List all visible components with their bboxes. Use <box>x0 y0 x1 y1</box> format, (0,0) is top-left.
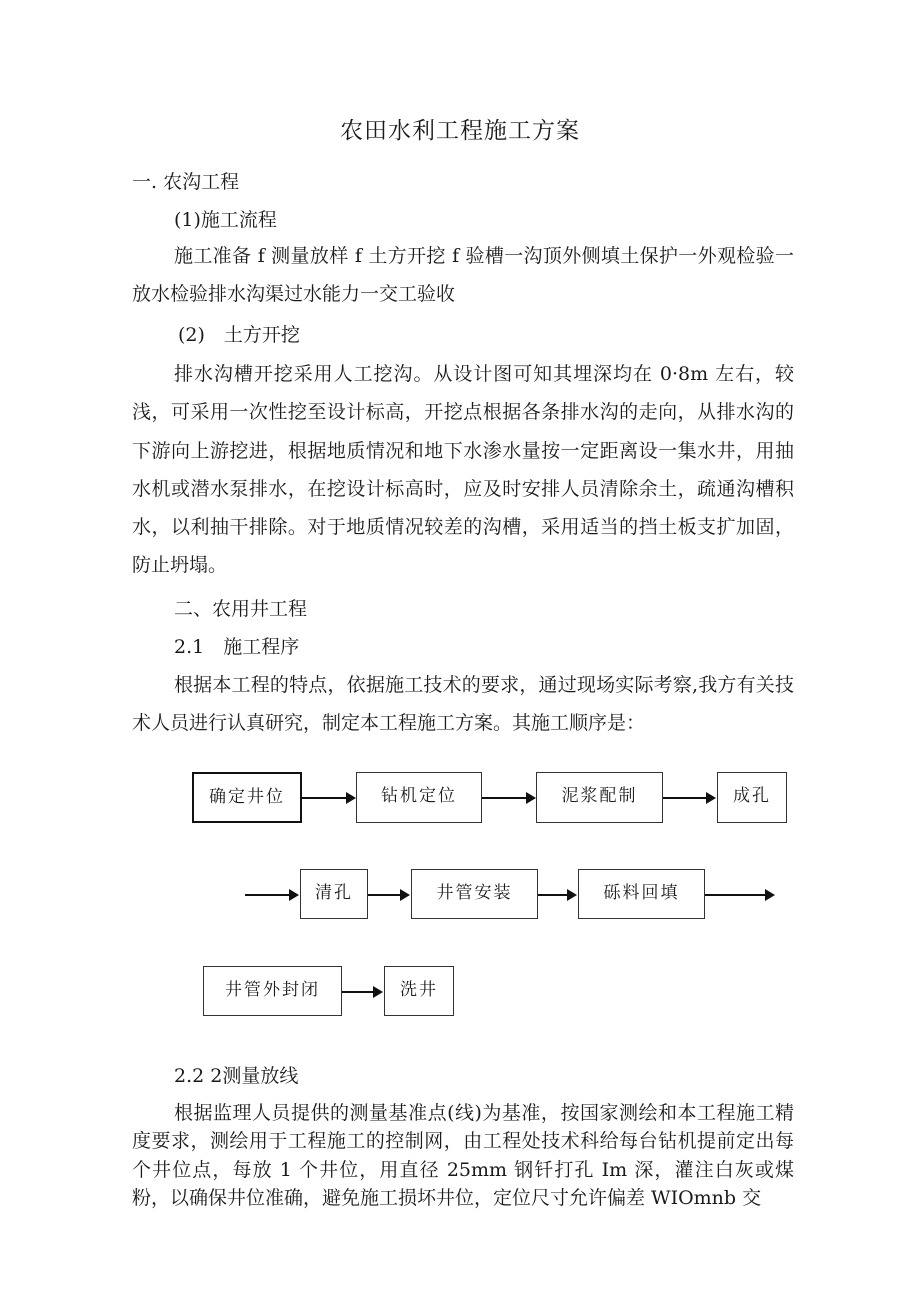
flow-arrow-icon <box>482 797 534 799</box>
flow-arrow-icon <box>245 894 297 896</box>
section2-sub2-heading: 2.2 2测量放线 <box>174 1065 299 1087</box>
flow-step-7: 砾料回填 <box>578 869 705 919</box>
section1-heading: 一. 农沟工程 <box>132 171 240 193</box>
flow-step-3: 泥浆配制 <box>536 772 663 823</box>
flow-arrow-icon <box>705 894 773 896</box>
flow-step-9: 洗井 <box>384 966 454 1016</box>
section1-sub2-text: 排水沟槽开挖采用人工挖沟。从设计图可知其埋深均在 0·8m 左右，较浅，可采用一次性挖至设计标高，开挖点根据各条排水沟的走向，从排水沟的下游向上游挖进，根据地质情况和地下水渗水量按一定距离设一集水井，用抽水机或潜水泵排水，在挖设计标高时，应及时安排人员清除余土，疏通沟槽积水，以利抽干排除。对于地质情况较差的沟槽，采用适当的挡土板支扩加固，防止坍塌。 <box>132 363 794 577</box>
flow-arrow-icon <box>302 797 354 799</box>
section1-sub1-heading: (1)施工流程 <box>174 209 277 231</box>
flow-step-5: 清孔 <box>300 869 368 919</box>
section1-sub1-text: 施工准备 f 测量放样 f 土方开挖 f 验槽一沟顶外侧填土保护一外观检验一放水检验排水沟渠过水能力一交工验收 <box>132 245 794 306</box>
flow-arrow-icon <box>538 894 575 896</box>
flow-arrow-icon <box>663 797 714 799</box>
flow-step-8: 井管外封闭 <box>203 966 342 1016</box>
section2-heading: 二、农用井工程 <box>174 598 308 620</box>
section2-sub2-text: 根据监理人员提供的测量基准点(线)为基准，按国家测绘和本工程施工精度要求，测绘用于工程施工的控制网，由工程处技术科给每台钻机提前定出每个井位点，每放 1 个井位，用直径 25mm 钢钎打孔 Im 深，灌注白灰或煤粉，以确保井位准确，避免施工损坏井位，定位尺寸允许偏差 WIOmnb 交 <box>132 1102 794 1209</box>
section2-sub1-heading: 2.1 施工程序 <box>174 636 300 658</box>
section1-sub2-heading: (2) 土方开挖 <box>178 324 300 346</box>
flow-step-4: 成孔 <box>717 772 787 823</box>
section2-sub1-text: 根据本工程的特点，依据施工技术的要求，通过现场实际考察,我方有关技术人员进行认真研究，制定本工程施工方案。其施工顺序是： <box>132 674 794 735</box>
flow-step-6: 井管安装 <box>411 869 538 919</box>
flow-arrow-icon <box>342 991 381 993</box>
flow-arrow-icon <box>368 894 408 896</box>
flow-step-2: 钻机定位 <box>356 772 482 823</box>
document-title: 农田水利工程施工方案 <box>340 118 580 144</box>
flow-step-1: 确定井位 <box>192 772 302 823</box>
